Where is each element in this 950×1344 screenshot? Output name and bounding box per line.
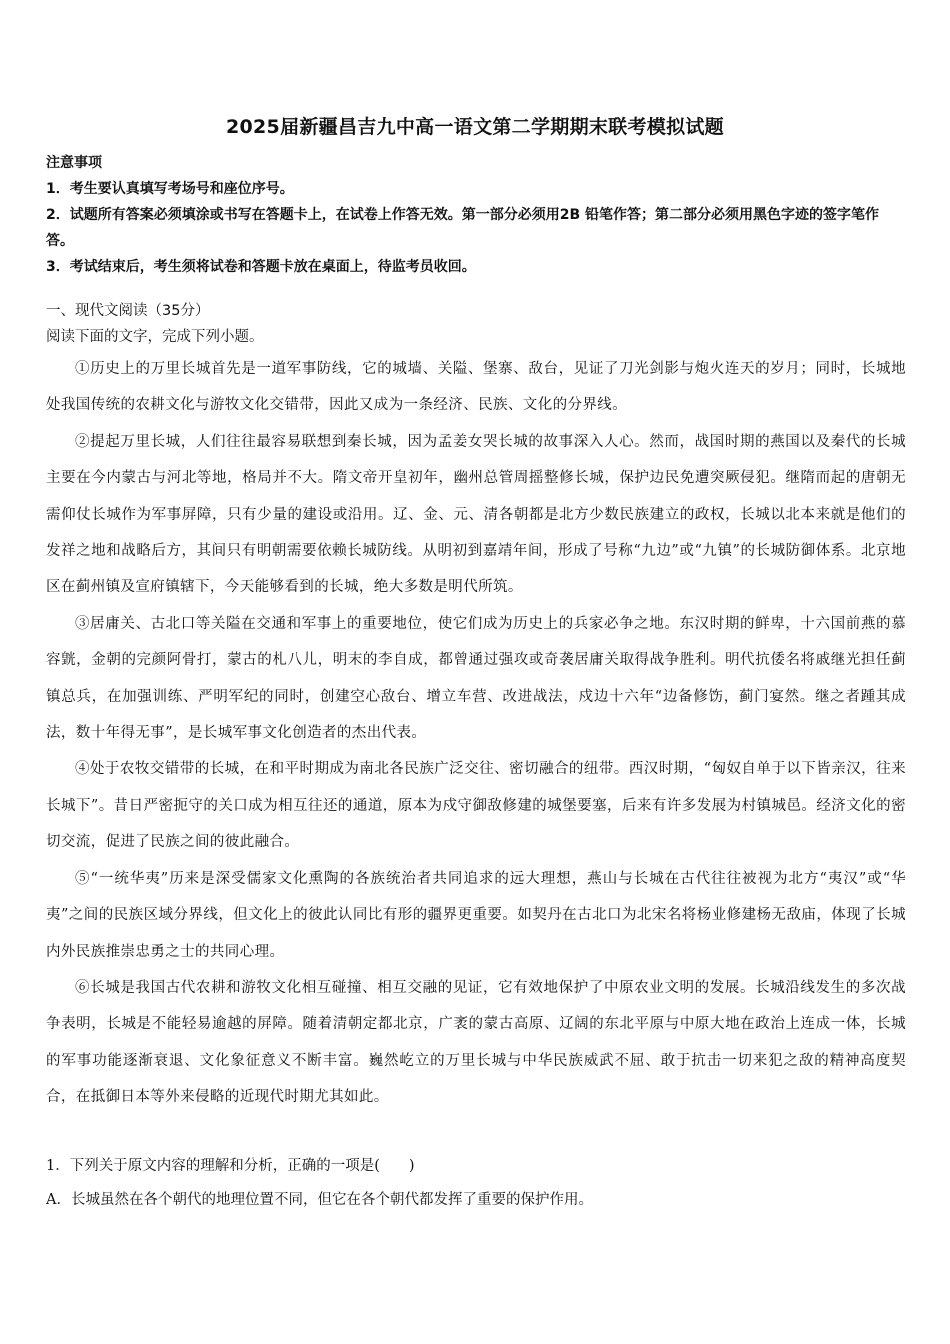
passage-paragraph: ③居庸关、古北口等关隘在交通和军事上的重要地位，使它们成为历史上的兵家必争之地。东汉时期的鲜卑，十六国前燕的慕容皝，金朝的完颜阿骨打，蒙古的札八儿，明末的李自成，都曾通过强攻或奇袭居庸关取得战争胜利。明代抗倭名将戚继光担任蓟镇总兵，在加强训练、严明军纪的同时，创建空心敌台、增立车营、改进战法，戍边十六年“边备修饬，蓟门宴然。继之者踵其成法，数十年得无事”，是长城军事文化创造者的杰出代表。 [46, 615, 906, 742]
page-title: 2025届新疆昌吉九中高一语文第二学期期末联考模拟试题 [226, 116, 724, 138]
passage-paragraph: ⑥长城是我国古代农耕和游牧文化相互碰撞、相互交融的见证，它有效地保护了中原农业文明的发展。长城沿线发生的多次战争表明，长城是不能轻易逾越的屏障。随着清朝定都北京，广袤的蒙古高原、辽阔的东北平原与中原大地在政治上连成一体，长城的军事功能逐渐衰退、文化象征意义不断丰富。巍然屹立的万里长城与中华民族威武不屈、敢于抗击一切来犯之敌的精神高度契合，在抵御日本等外来侵略的近现代时期尤其如此。 [46, 979, 906, 1106]
notice-item: 2．试题所有答案必须填涂或书写在答题卡上，在试卷上作答无效。第一部分必须用2B 铅笔作答；第二部分必须用黑色字迹的签字笔作答。 [46, 207, 880, 249]
reading-passage [46, 351, 906, 1116]
question-1 [46, 1149, 906, 1217]
question-stem: 1．下列关于原文内容的理解和分析，正确的一项是( ) [46, 1158, 415, 1174]
notice-item: 1．考生要认真填写考场号和座位序号。 [46, 181, 294, 197]
section-instruction: 阅读下面的文字，完成下列小题。 [46, 329, 264, 345]
section-heading: 一、现代文阅读（35分） [46, 303, 210, 319]
option-a: A．长城虽然在各个朝代的地理位置不同，但它在各个朝代都发挥了重要的保护作用。 [46, 1192, 593, 1208]
passage-paragraph: ⑤“一统华夷”历来是深受儒家文化熏陶的各族统治者共同追求的远大理想，燕山与长城在古代往往被视为北方“夷汉”或“华夷”之间的民族区域分界线，但文化上的彼此认同比有形的疆界更重要。如契丹在古北口为北宋名将杨业修建杨无敌庙，体现了长城内外民族推崇忠勇之士的共同心理。 [46, 870, 906, 960]
notice-item: 3．考试结束后，考生须将试卷和答题卡放在桌面上，待监考员收回。 [46, 259, 476, 275]
passage-paragraph: ①历史上的万里长城首先是一道军事防线，它的城墙、关隘、堡寨、敌台，见证了刀光剑影与炮火连天的岁月；同时，长城地处我国传统的农耕文化与游牧文化交错带，因此又成为一条经济、民族、文化的分界线。 [46, 361, 906, 414]
notice-block [46, 150, 906, 280]
section-header [46, 298, 906, 350]
passage-paragraph: ④处于农牧交错带的长城，在和平时期成为南北各民族广泛交往、密切融合的纽带。西汉时期，“匈奴自单于以下皆亲汉，往来长城下”。昔日严密扼守的关口成为相互往还的通道，原本为戍守御敌修建的城堡要塞，后来有许多发展为村镇城邑。经济文化的密切交流，促进了民族之间的彼此融合。 [46, 761, 906, 851]
notice-heading: 注意事项 [46, 155, 102, 171]
passage-paragraph: ②提起万里长城，人们往往最容易联想到秦长城，因为孟姜女哭长城的故事深入人心。然而，战国时期的燕国以及秦代的长城主要在今内蒙古与河北等地，格局并不大。隋文帝开皇初年，幽州总管周摇整修长城，保护边民免遭突厥侵犯。继隋而起的唐朝无需仰仗长城作为军事屏障，只有少量的建设或沿用。辽、金、元、清各朝都是北方少数民族建立的政权，长城以北本来就是他们的发祥之地和战略后方，其间只有明朝需要依赖长城防线。从明初到嘉靖年间，形成了号称“九边”或“九镇”的长城防御体系。北京地区在蓟州镇及宣府镇辖下，今天能够看到的长城，绝大多数是明代所筑。 [46, 433, 906, 596]
